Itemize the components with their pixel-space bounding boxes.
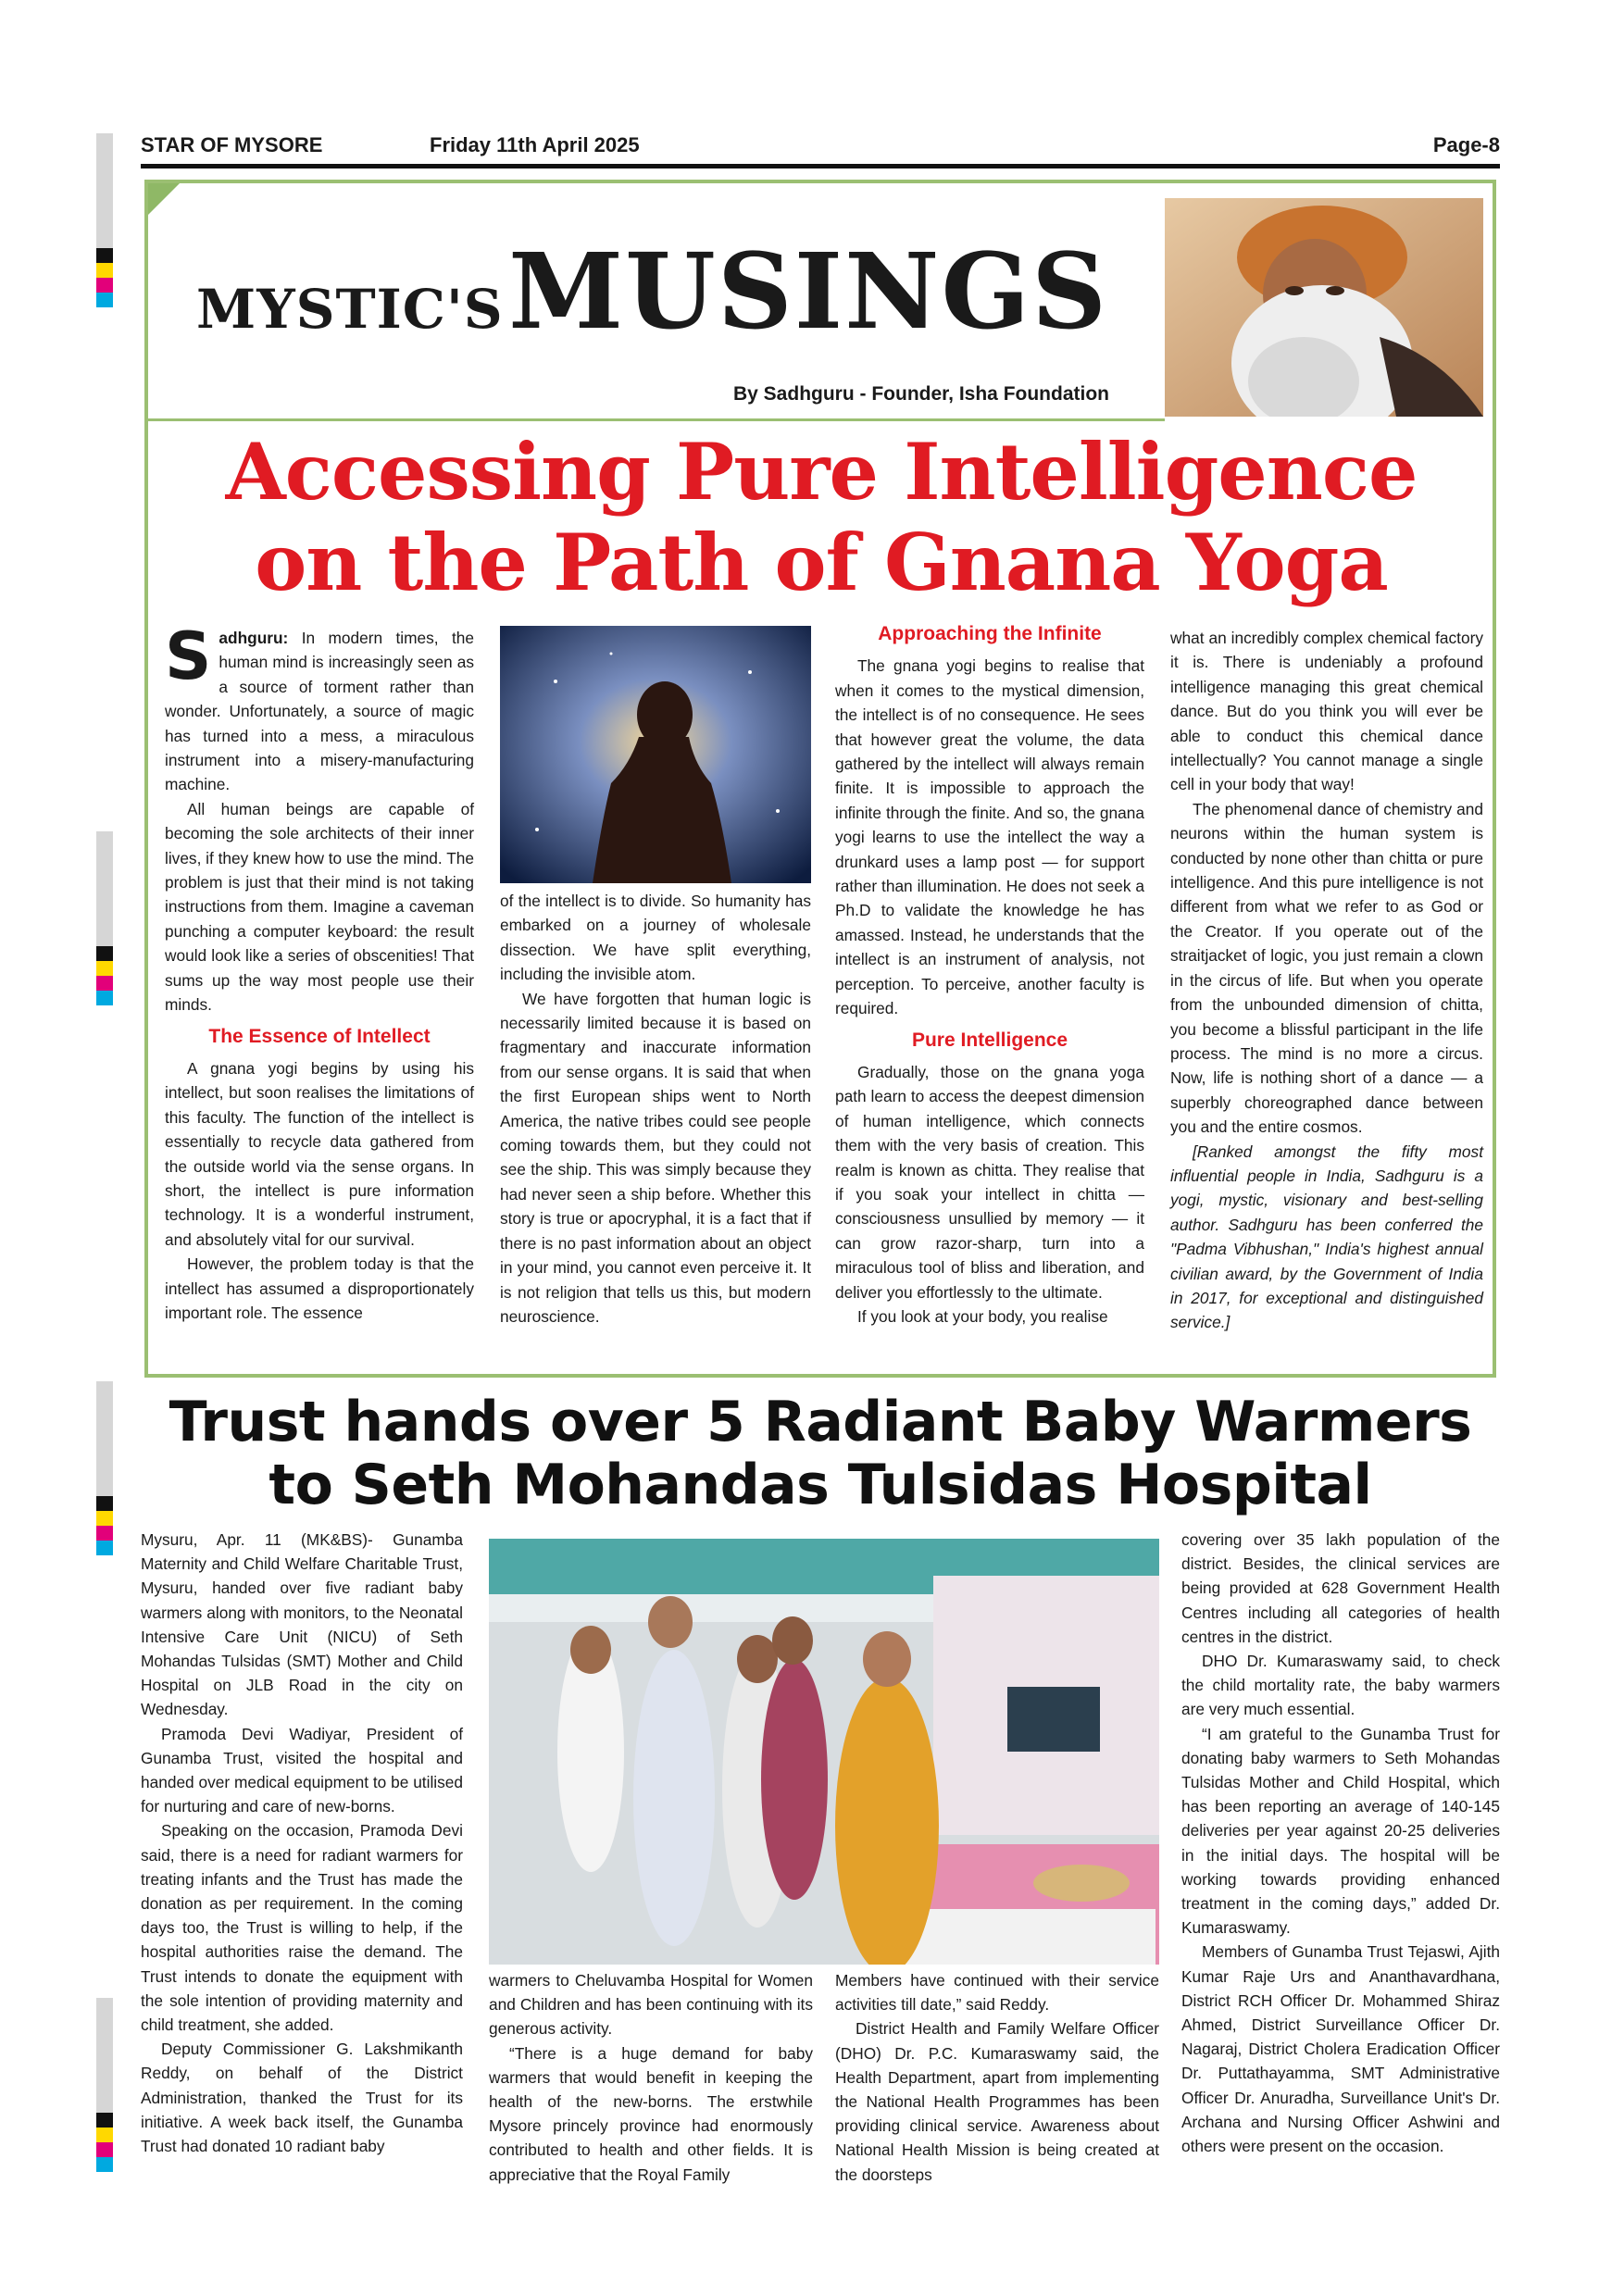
trust-column-2 [489,1968,813,2187]
paragraph: All human beings are capable of becoming the sole architects of their inner lives, if they knew how to use the mind. The problem is just that their mind is not taking instructions from them. Imagine a caveman punching a computer keyboard: the result would look like a series of obscenities! That sums up the way most people use their minds. [165,799,474,1015]
paragraph: what an incredibly complex chemical factory it is. There is undeniably a profound intelligence managing this great chemical dance. But do you think you will ever be able to conduct this chemical dance intellectually? You cannot manage a single cell in your body that way! [1170,629,1483,794]
page-number: Page-8 [1432,133,1500,156]
byline: By Sadhguru - Founder, Isha Foundation [733,383,1109,405]
author-portrait-photo [1165,198,1483,417]
paragraph: Members have continued with their service activities till date,” said Reddy. [835,1971,1159,2015]
lead-text: In modern times, the human mind is increasingly seen as a source of torment rather than wonder. Unfortunately, a source of magic has turned into a mess, a miraculous instrument into a misery-manufacturing machine. [165,629,474,794]
paragraph: Mysuru, Apr. 11 (MK&BS)- Gunamba Maternity and Child Welfare Charitable Trust, Mysuru, handed over five radiant baby warmers along with monitors, to the Neonatal Intensive Care Unit (NICU) of Seth Mohandas Tulsidas (SMT) Mother and Child Hospital on JLB Road in the city on Wednesday. [141,1530,463,1719]
registration-marks-mid2 [96,1381,113,1555]
article-column-4 [1170,626,1483,1335]
paragraph: DHO Dr. Kumaraswamy said, to check the child mortality rate, the baby warmers are very much essential. [1181,1652,1500,1719]
trust-headline-line-1: Trust hands over 5 Radiant Baby Warmers [169,1390,1472,1454]
paragraph: “There is a huge demand for baby warmers that would benefit in keeping the health of the new-borns. The erstwhile Mysore princely province had enormously contributed to health and other fields. It is appreciative that the Royal Family [489,2043,813,2184]
paragraph: Speaking on the occasion, Pramoda Devi said, there is a need for radiant warmers for treating infants and the Trust has made the donation as per requirement. In the coming days too, the Trust is willing to help, if the hospital authorities raise the demand. The Trust intends to donate the equipment with the sole intention of providing maternity and child treatment, she added. [141,1821,463,2035]
subheading-pure-intelligence: Pure Intelligence [911,1029,1068,1051]
author-note: [Ranked amongst the fifty most influential people in India, Sadhguru is a yogi, mystic, visionary and best-selling author. Sadhguru has been conferred the "Padma Vibhushan," India's highest annual civilian award, by the Government of India in 2017, for exceptional and distinguished service.] [1170,1142,1483,1332]
cosmic-silhouette-image [500,626,811,883]
article-column-1 [165,618,474,1325]
lead-paragraph [165,618,474,797]
registration-marks-top [96,133,113,307]
paragraph: However, the problem today is that the intellect has assumed a disproportionately important role. The essence [165,1254,474,1322]
paragraph: Gradually, those on the gnana yoga path learn to access the deepest dimension of human intelligence, which connects them with the very basis of creation. This realm is known as chitta. They realise that if you soak your intellect in chitta — consciousness unsullied by memory — it can grow razor-sharp, turn into a miraculous tool of bliss and liberation, and deliver you effortlessly to the ultimate. [835,1062,1144,1302]
title-divider [148,418,1165,421]
paragraph: “I am grateful to the Gunamba Trust for donating baby warmers to Seth Mohandas Tulsidas Mother and Child Hospital, which has been reporting an average of 140-145 deliveries per year against 20-25 deliveries in the initial days. The hospital will be working towards providing enhanced treatment in the coming days,” added Dr. Kumaraswamy. [1181,1724,1500,1938]
paragraph: Pramoda Devi Wadiyar, President of Gunamba Trust, visited the hospital and handed over medical equipment to be utilised for nurturing and care of new-borns. [141,1724,463,1816]
corner-triangle-decoration [148,183,180,215]
paragraph: Deputy Commissioner G. Lakshmikanth Reddy, on behalf of the District Administration, thanked the Trust for its initiative. A week back itself, the Gunamba Trust had donated 10 radiant baby [141,2040,463,2156]
hospital-donation-photo [489,1539,1159,1965]
paragraph: We have forgotten that human logic is necessarily limited because it is based on fragmentary and inaccurate information from our sense organs. It is said that when the first European ships went to North America, the native tribes could see people coming towards them, but they could not see the ship. This was simply because they had never seen a ship before. Whether this story is true or apocryphal, it is a fact that if there is no past information about an object in your mind, you cannot even perceive it. It is not religion that tells us this, but modern neuroscience. [500,989,811,1326]
paragraph: Members of Gunamba Trust Tejaswi, Ajith Kumar Raje Urs and Ananthavardhana, District RCH Officer Dr. Mohammed Shiraz Ahmed, District Surveillance Officer Dr. Nagaraj, District Cholera Eradication Officer Dr. Puttathayamma, SMT Administrative Officer Dr. Anuradha, Surveillance Unit's Dr. Archana and Nursing Officer Ashwini and others were present on the occasion. [1181,1942,1500,2156]
drop-cap: S [165,618,212,694]
paragraph: The phenomenal dance of chemistry and neurons within the human system is conducted by none other than chitta or pure intelligence. And this pure intelligence is not different from what we refer to as God or the Creator. If you operate out of the straitjacket of logic, you just remain a clown in the circus of life. But when you operate from the unbounded dimension of chitta, you become a blissful participant in the life process. The mind is no more a circus. Now, life is nothing short of a dance — a superbly choreographed dance between you and the entire cosmos. [1170,799,1483,1137]
mystics-musings-article [144,180,1496,1378]
paragraph: covering over 35 lakh population of the district. Besides, the clinical services are being provided at 628 Government Health Centres including all categories of health centres in the district. [1181,1530,1500,1646]
masthead [141,130,1500,168]
subheading-approaching-the-infinite: Approaching the Infinite [878,623,1102,644]
article-column-2 [500,889,811,1329]
headline-line-2: on the Path of Gnana Yoga [255,517,1388,608]
column-title-large: MUSINGS [508,231,1108,353]
trust-column-1 [141,1528,463,2158]
paragraph: If you look at your body, you realise [857,1306,1108,1326]
paragraph: District Health and Family Welfare Officer (DHO) Dr. P.C. Kumaraswamy said, the Health Department, apart from implementing the National Health Programmes has been providing clinical service. Awareness about National Health Mission is being created at the doorsteps [835,2019,1159,2184]
lead-label: adhguru: [219,629,289,647]
trust-column-3 [835,1968,1159,2187]
subheading-essence-of-intellect: The Essence of Intellect [208,1025,431,1047]
issue-date: Friday 11th April 2025 [430,133,640,156]
paragraph: The gnana yogi begins to realise that when it comes to the mystical dimension, the intellect is of no consequence. He sees that however great the volume, the data gathered by the intellect will always remain finite. It is impossible to approach the infinite through the finite. And so, the gnana yogi learns to use the intellect the way a drunkard uses a lamp post — for support rather than illumination. He does not seek a Ph.D to validate the knowledge he has amassed. Instead, he understands that the intellect is an instrument of analysis, not perception. To perceive, another faculty is required. [835,656,1144,1018]
paper-name: STAR OF MYSORE [141,133,323,156]
registration-marks-bottom [96,1998,113,2172]
article-column-3 [835,622,1144,1329]
trust-column-4 [1181,1528,1500,2158]
column-title [196,231,1108,353]
paragraph: warmers to Cheluvamba Hospital for Women and Children and has been continuing with its generous activity. [489,1971,813,2039]
paragraph: of the intellect is to divide. So humanity has embarked on a journey of wholesale dissection. We have split everything, including the invisible atom. [500,892,811,984]
trust-headline-line-2: to Seth Mohandas Tulsidas Hospital [269,1453,1372,1517]
paragraph: A gnana yogi begins by using his intellect, but soon realises the limitations of this faculty. The function of the intellect is essentially to recycle data gathered from the outside world via the sense organs. In short, the intellect is pure information technology. It is a wonderful instrument, and absolutely vital for our survival. [165,1058,474,1249]
headline-line-1: Accessing Pure Intelligence [225,426,1418,518]
column-title-small: MYSTIC'S [196,278,504,341]
registration-marks-mid1 [96,831,113,1005]
